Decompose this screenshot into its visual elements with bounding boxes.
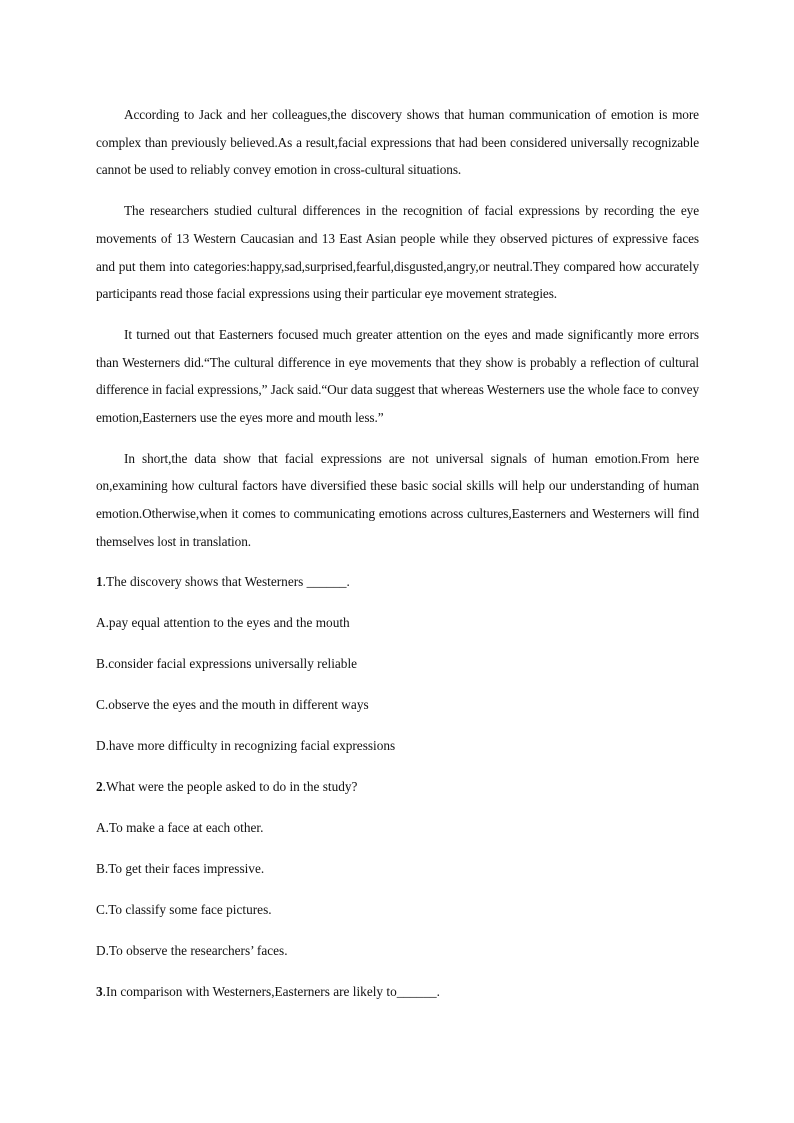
option-a: A.pay equal attention to the eyes and the mouth	[96, 614, 350, 630]
question-3	[96, 982, 699, 1023]
option-d: D.To observe the researchers’ faces.	[96, 942, 288, 958]
passage-paragraph-1: According to Jack and her colleagues,the discovery shows that human communication of emotion is more complex than previously believed.As a result,facial expressions that had been considered universally recognizable cannot be used to reliably convey emotion in cross-cultural situations.	[96, 107, 699, 178]
passage-paragraph-3: It turned out that Easterners focused much greater attention on the eyes and made significantly more errors than Westerners did.“The cultural difference in eye movements that they show is probably a reflection of cultural difference in facial expressions,” Jack said.“Our data suggest that whereas Westerners use the whole face to convey emotion,Easterners use the eyes more and mouth less.”	[96, 326, 699, 426]
option-a: A.To make a face at each other.	[96, 819, 264, 835]
option-c: C.observe the eyes and the mouth in different ways	[96, 696, 369, 712]
passage-paragraph-2: The researchers studied cultural differences in the recognition of facial expressions by recording the eye movements of 13 Western Caucasian and 13 East Asian people while they observed pictures of expressive faces and put them into categories:happy,sad,surprised,fearful,disgusted,angry,or neutral.They compared how accurately participants read those facial expressions using their particular eye movement strategies.	[96, 203, 699, 302]
question-text: .The discovery shows that Westerners ______.	[102, 573, 350, 589]
question-number: 3	[96, 983, 103, 999]
passage-paragraph-4: In short,the data show that facial expressions are not universal signals of human emotion.From here on,examining how cultural factors have diversified these basic social skills will help our understanding of human emotion.Otherwise,when it comes to communicating emotions across cultures,Easterners and Westerners will find themselves lost in translation.	[96, 450, 699, 549]
option-c: C.To classify some face pictures.	[96, 901, 272, 917]
question-stem	[96, 982, 440, 1002]
question-number: 1	[96, 573, 103, 589]
question-number: 2	[96, 778, 103, 794]
question-1	[96, 572, 699, 777]
option-b: B.consider facial expressions universally reliable	[96, 655, 358, 671]
option-d: D.have more difficulty in recognizing facial expressions	[96, 737, 396, 753]
question-text: .What were the people asked to do in the study?	[102, 778, 358, 794]
option-b: B.To get their faces impressive.	[96, 860, 265, 876]
question-2	[96, 777, 699, 982]
question-stem	[96, 572, 350, 592]
question-text: .In comparison with Westerners,Easterners are likely to______.	[102, 983, 440, 999]
question-stem	[96, 777, 357, 797]
